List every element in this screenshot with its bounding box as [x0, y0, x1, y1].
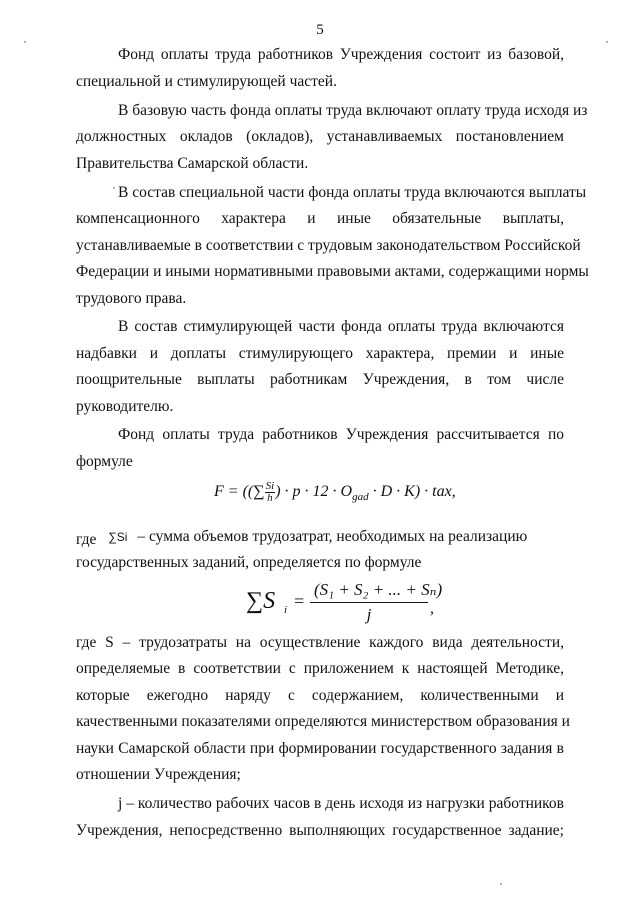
- where-si-line: [76, 527, 564, 550]
- paragraph-line: поощрительные выплаты работникам Учреждения, в том числе: [76, 371, 564, 388]
- paragraph-line: трудового права.: [76, 290, 187, 307]
- sum-lhs: ∑S: [246, 588, 276, 614]
- paragraph-line: качественными показателями определяются министерством образования и: [76, 713, 570, 730]
- sum-formula: [246, 582, 446, 632]
- fraction-numerator: Si: [265, 479, 275, 492]
- paragraph-line: которые ежегодно наряду с содержанием, количественными и: [76, 687, 564, 704]
- scan-speck: [500, 883, 502, 885]
- formula-tail: · D · K) · tax,: [368, 483, 456, 500]
- paragraph-line: В состав стимулирующей части фонда оплаты труда включаются: [118, 318, 564, 335]
- paragraph-line: Правительства Самарской области.: [76, 155, 309, 172]
- paragraph-line: руководителю.: [76, 398, 174, 415]
- fund-formula: [214, 478, 456, 511]
- paragraph-line: Учреждения, непосредственно выполняющих государственное задание;: [76, 822, 564, 839]
- paragraph-line: специальной и стимулирующей частей.: [76, 73, 337, 90]
- paragraph-line: устанавливаемые в соответствии с трудовым законодательством Российской: [76, 237, 581, 254]
- formula-left: F = ((∑: [214, 483, 265, 500]
- where-prefix: где: [76, 531, 97, 548]
- equals-sign: =: [294, 591, 305, 611]
- paragraph-line: должностных окладов (окладов), устанавливаемых постановлением: [76, 128, 564, 145]
- scan-speck: [113, 187, 115, 189]
- paragraph-line: j – количество рабочих часов в день исходя из нагрузки работников: [118, 795, 564, 812]
- paragraph-line: где S – трудозатраты на осуществление каждого вида деятельности,: [76, 634, 564, 651]
- paragraph-line: компенсационного характера и иные обязательные выплаты,: [76, 210, 564, 227]
- formula-subscript: gad: [352, 491, 369, 504]
- paragraph-line: Фонд оплаты труда работников Учреждения рассчитывается по: [118, 426, 564, 443]
- page-number: 5: [316, 22, 324, 38]
- sum-lhs-subscript: i: [284, 604, 288, 616]
- where-si-rest: – сумма объемов трудозатрат, необходимых на реализацию: [137, 528, 528, 545]
- sum-si-symbol: ∑Si: [108, 530, 128, 544]
- sum-numerator: (S₁ + S₂ + ... + Sₙ): [310, 580, 428, 603]
- paragraph-line: науки Самарской области при формировании государственного задания в: [76, 740, 564, 757]
- paragraph-line: определяемые в соответствии с приложением к настоящей Методике,: [76, 660, 564, 677]
- paragraph-line: отношении Учреждения;: [76, 766, 241, 783]
- paragraph-line: В состав специальной части фонда оплаты труда включаются выплаты: [118, 184, 587, 201]
- paragraph-line: Федерации и иными нормативными правовыми актами, содержащими нормы: [76, 263, 589, 280]
- formula-right: ) · p · 12 · O: [275, 483, 353, 500]
- sum-denominator: j: [366, 605, 372, 624]
- paragraph-line: формуле: [76, 453, 133, 470]
- paragraph-line: государственных заданий, определяется по формуле: [76, 554, 422, 571]
- scan-speck: [606, 41, 608, 43]
- fraction-denominator: h: [267, 491, 273, 504]
- formula-comma: ,: [430, 600, 434, 617]
- paragraph-line: В базовую часть фонда оплаты труда включают оплату труда исходя из: [118, 102, 588, 119]
- formula-fraction: [265, 481, 276, 504]
- paragraph-line: Фонд оплаты труда работников Учреждения состоит из базовой,: [118, 46, 564, 63]
- scan-speck: [24, 41, 26, 43]
- sum-fraction: [310, 580, 443, 625]
- paragraph-line: надбавки и доплаты стимулирующего характера, премии и иные: [76, 345, 564, 362]
